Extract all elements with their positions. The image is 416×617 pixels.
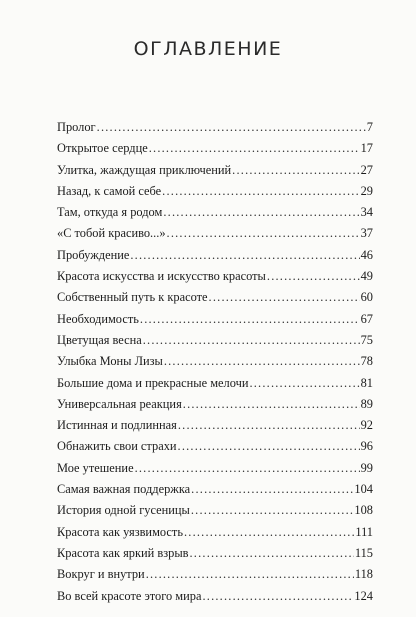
toc-entry-page-number: 104 — [354, 482, 373, 497]
toc-entry-title: Большие дома и прекрасные мелочи — [57, 375, 249, 390]
toc-entry — [57, 138, 373, 159]
page-title: ОГЛАВЛЕНИЕ — [133, 38, 283, 60]
toc-entry-title: Вокруг и внутри — [57, 567, 145, 582]
toc-entry-page-number: 96 — [360, 439, 373, 454]
toc-entry-title: Открытое сердце — [57, 141, 148, 156]
dot-leader — [163, 202, 359, 223]
toc-entry — [57, 160, 373, 181]
toc-entry-title: Необходимость — [57, 311, 139, 326]
toc-entry-page-number: 108 — [354, 503, 373, 518]
toc-entry-title: Универсальная реакция — [57, 396, 182, 411]
toc-entry-page-number: 81 — [360, 375, 373, 390]
toc-entry-page-number: 67 — [360, 311, 373, 326]
toc-entry — [57, 394, 373, 415]
toc-entry-page-number: 7 — [366, 120, 373, 134]
toc-entry-title: Пробуждение — [57, 247, 130, 262]
dot-leader — [167, 223, 360, 244]
toc-entry-page-number: 111 — [355, 524, 373, 539]
toc-entry-page-number: 37 — [360, 226, 373, 241]
dot-leader — [190, 543, 354, 564]
toc-entry — [57, 266, 373, 287]
toc-entry-title: Улитка, жаждущая приключений — [57, 162, 232, 177]
toc-entry — [57, 351, 373, 372]
toc-entry-page-number: 60 — [360, 290, 373, 305]
toc-entry-page-number: 92 — [360, 418, 373, 433]
dot-leader — [135, 458, 360, 479]
toc-entry — [57, 522, 373, 543]
dot-leader — [162, 181, 359, 202]
toc-entry — [57, 479, 373, 500]
toc-entry-title: Мое утешение — [57, 460, 134, 475]
toc-entry-page-number: 46 — [360, 247, 373, 262]
dot-leader — [143, 330, 360, 351]
dot-leader — [209, 287, 360, 308]
dot-leader — [164, 351, 360, 372]
toc-entry-title: История одной гусеницы — [57, 503, 190, 518]
toc-entry-title: Собственный путь к красоте — [57, 290, 208, 305]
toc-entry — [57, 223, 373, 244]
dot-leader — [183, 394, 360, 415]
toc-entry — [57, 415, 373, 436]
toc-entry-page-number: 27 — [360, 162, 373, 177]
toc-entry — [57, 436, 373, 457]
toc-entry — [57, 543, 373, 564]
toc-entry-title: Красота как яркий взрыв — [57, 545, 189, 560]
toc-entry-page-number: 17 — [360, 141, 373, 156]
toc-entry — [57, 586, 373, 607]
dot-leader — [202, 586, 353, 607]
dot-leader — [178, 415, 360, 436]
dot-leader — [249, 373, 359, 394]
dot-leader — [191, 500, 354, 521]
dot-leader — [146, 564, 354, 585]
dot-leader — [97, 117, 366, 138]
toc-entry-title: Назад, к самой себе — [57, 183, 162, 198]
toc-entry-page-number: 75 — [360, 332, 373, 347]
toc-entry — [57, 373, 373, 394]
toc-entry-title: Цветущая весна — [57, 332, 142, 347]
toc-entry-page-number: 29 — [360, 183, 373, 198]
toc-entry — [57, 500, 373, 521]
toc-entry — [57, 330, 373, 351]
toc-entry-title: Обнажить свои страхи — [57, 439, 177, 454]
toc-entry-page-number: 78 — [360, 354, 373, 369]
toc-entry-title: Истинная и подлинная — [57, 418, 177, 433]
toc-entry — [57, 245, 373, 266]
toc-entry — [57, 181, 373, 202]
toc-entry-page-number: 99 — [360, 460, 373, 475]
dot-leader — [149, 138, 360, 159]
toc-entry-title: «С тобой красиво...» — [57, 226, 166, 241]
toc-entry — [57, 117, 373, 138]
dot-leader — [191, 479, 353, 500]
toc-entry — [57, 287, 373, 308]
table-of-contents — [57, 117, 373, 607]
dot-leader — [178, 436, 360, 457]
toc-entry-page-number: 124 — [354, 588, 373, 603]
toc-entry-page-number: 115 — [354, 545, 373, 560]
toc-entry-title: Там, откуда я родом — [57, 205, 163, 220]
toc-entry-title: Улыбка Моны Лизы — [57, 354, 163, 369]
toc-entry — [57, 309, 373, 330]
toc-entry-page-number: 118 — [354, 567, 373, 582]
dot-leader — [140, 309, 360, 330]
dot-leader — [184, 522, 354, 543]
toc-entry-title: Красота искусства и искусство красоты — [57, 269, 266, 284]
dot-leader — [232, 160, 359, 181]
dot-leader — [130, 245, 359, 266]
toc-entry — [57, 458, 373, 479]
toc-entry-title: Самая важная поддержка — [57, 482, 191, 497]
toc-entry-title: Пролог — [57, 120, 96, 134]
toc-entry-page-number: 34 — [360, 205, 373, 220]
toc-entry-title: Во всей красоте этого мира — [57, 588, 202, 603]
toc-entry — [57, 564, 373, 585]
toc-entry-page-number: 49 — [360, 269, 373, 284]
dot-leader — [267, 266, 360, 287]
toc-entry — [57, 202, 373, 223]
toc-entry-page-number: 89 — [360, 396, 373, 411]
toc-entry-title: Красота как уязвимость — [57, 524, 183, 539]
